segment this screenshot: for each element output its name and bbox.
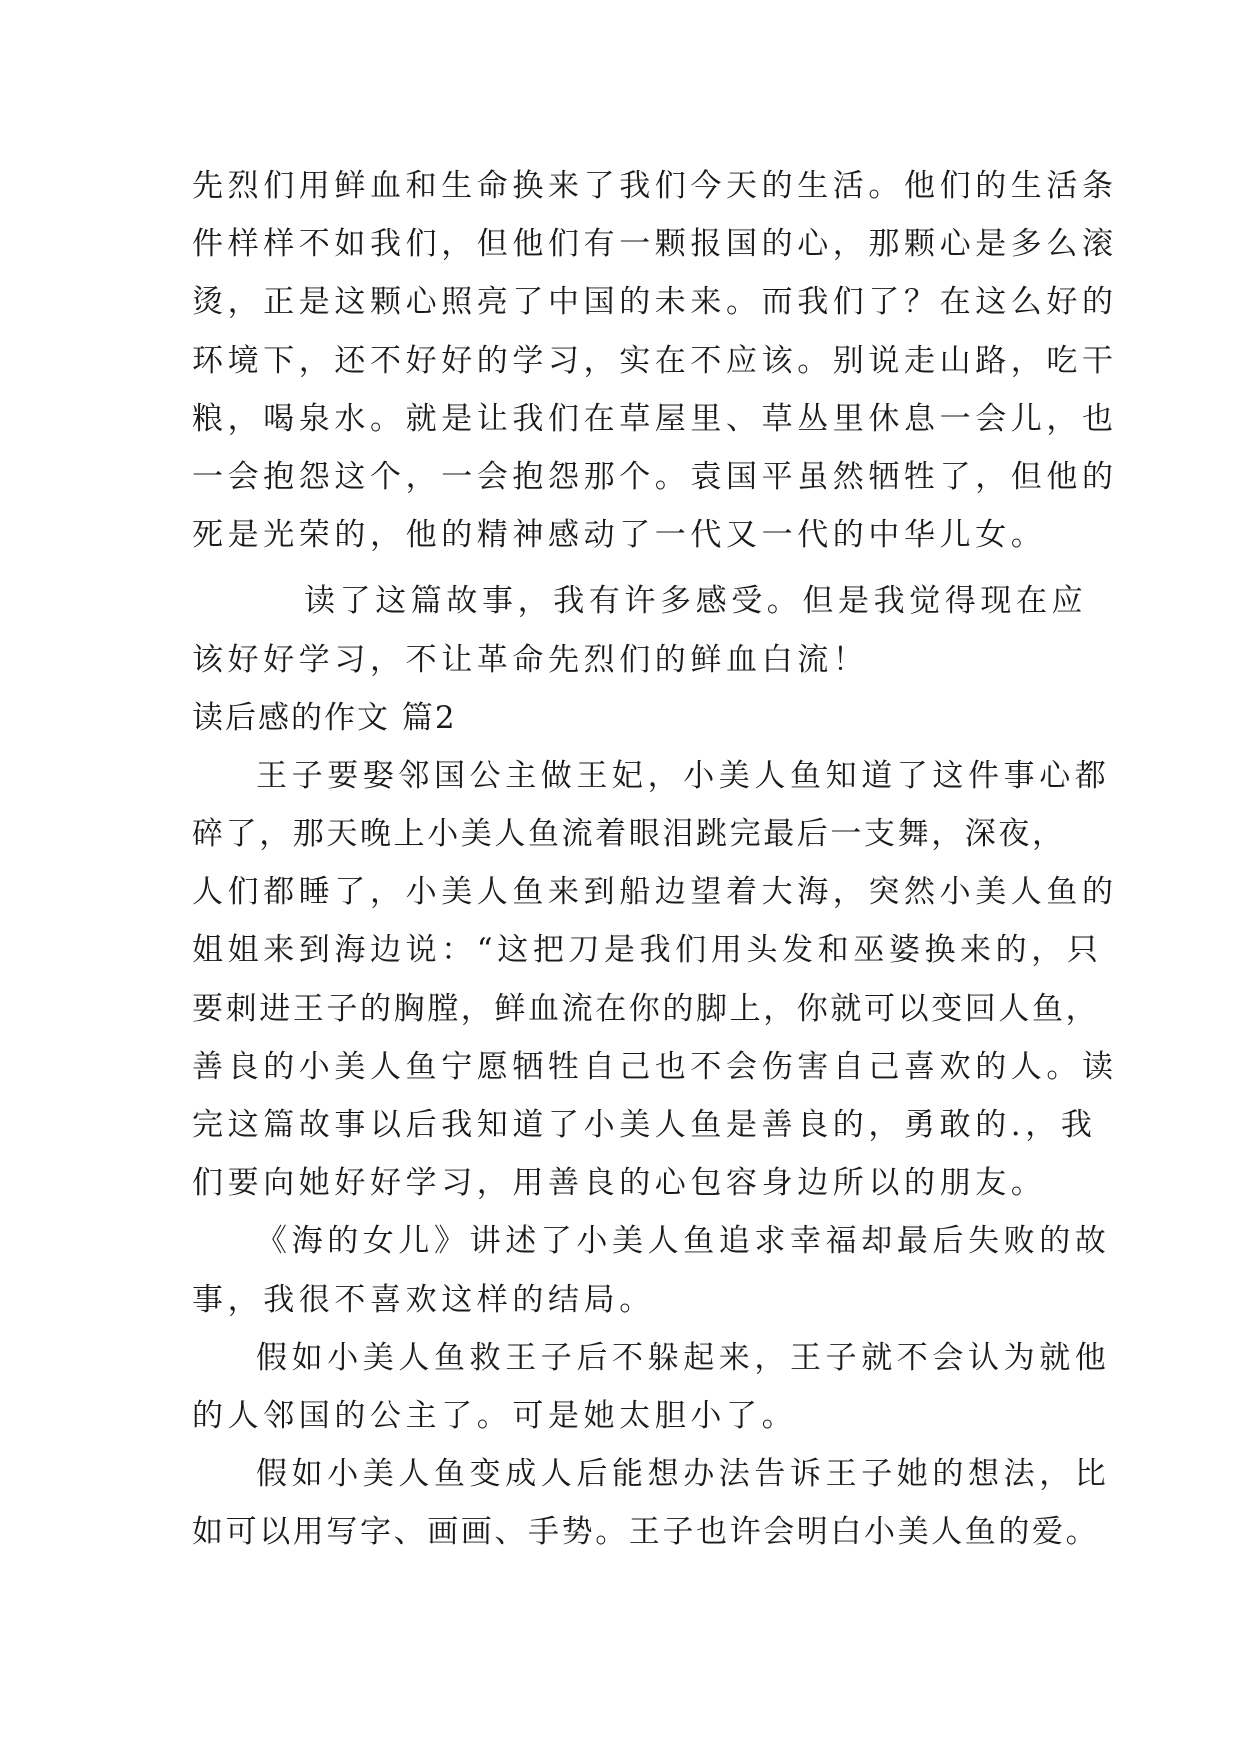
paragraph-line: 粮，喝泉水。就是让我们在草屋里、草丛里休息一会儿，也: [192, 400, 1118, 437]
paragraph-line: 烫，正是这颗心照亮了中国的未来。而我们了？在这么好的: [192, 284, 1118, 321]
section-heading: 读后感的作文 篇2: [192, 699, 457, 736]
paragraph-line: 先烈们用鲜血和生命换来了我们今天的生活。他们的生活条: [192, 168, 1118, 204]
paragraph-line: 环境下，还不好好的学习，实在不应该。别说走山路，吃干: [192, 342, 1118, 379]
paragraph-line: 假如小美人鱼变成人后能想办法告诉王子她的想法，比: [256, 1456, 1111, 1493]
paragraph-line: 一会抱怨这个，一会抱怨那个。袁国平虽然牺牲了，但他的: [192, 458, 1118, 495]
paragraph-line: 读了这篇故事，我有许多感受。但是我觉得现在应: [304, 583, 1088, 620]
paragraph-line: 事，我很不喜欢这样的结局。: [192, 1281, 655, 1318]
paragraph-line: 善良的小美人鱼宁愿牺牲自己也不会伤害自己喜欢的人。读: [192, 1048, 1118, 1085]
paragraph-line: 人们都睡了，小美人鱼来到船边望着大海，突然小美人鱼的: [192, 874, 1118, 911]
paragraph-line: 如可以用写字、画画、手势。王子也许会明白小美人鱼的爱。: [192, 1514, 1100, 1551]
paragraph-line: 们要向她好好学习，用善良的心包容身边所以的朋友。: [192, 1165, 1047, 1202]
paragraph-line: 碎了，那天晚上小美人鱼流着眼泪跳完最后一支舞，深夜，: [192, 816, 1066, 853]
paragraph-line: 姐姐来到海边说：“这把刀是我们用头发和巫婆换来的，只: [192, 932, 1103, 969]
document-body: [192, 157, 1118, 1562]
paragraph-line: 王子要娶邻国公主做王妃，小美人鱼知道了这件事心都: [256, 757, 1111, 794]
paragraph-line: 《海的女儿》讲述了小美人鱼追求幸福却最后失败的故: [256, 1223, 1111, 1260]
paragraph-line: 该好好学习，不让革命先烈们的鲜血白流！: [192, 641, 869, 678]
paragraph-line: 假如小美人鱼救王子后不躲起来，王子就不会认为就他: [256, 1339, 1111, 1376]
paragraph-line: 死是光荣的，他的精神感动了一代又一代的中华儿女。: [192, 517, 1047, 554]
paragraph-line: 要刺进王子的胸膛，鲜血流在你的脚上，你就可以变回人鱼，: [192, 990, 1100, 1027]
paragraph-line: 完这篇故事以后我知道了小美人鱼是善良的，勇敢的.，我: [192, 1107, 1097, 1143]
paragraph-line: 的人邻国的公主了。可是她太胆小了。: [192, 1397, 798, 1434]
paragraph-line: 件样样不如我们，但他们有一颗报国的心，那颗心是多么滚: [192, 226, 1118, 263]
